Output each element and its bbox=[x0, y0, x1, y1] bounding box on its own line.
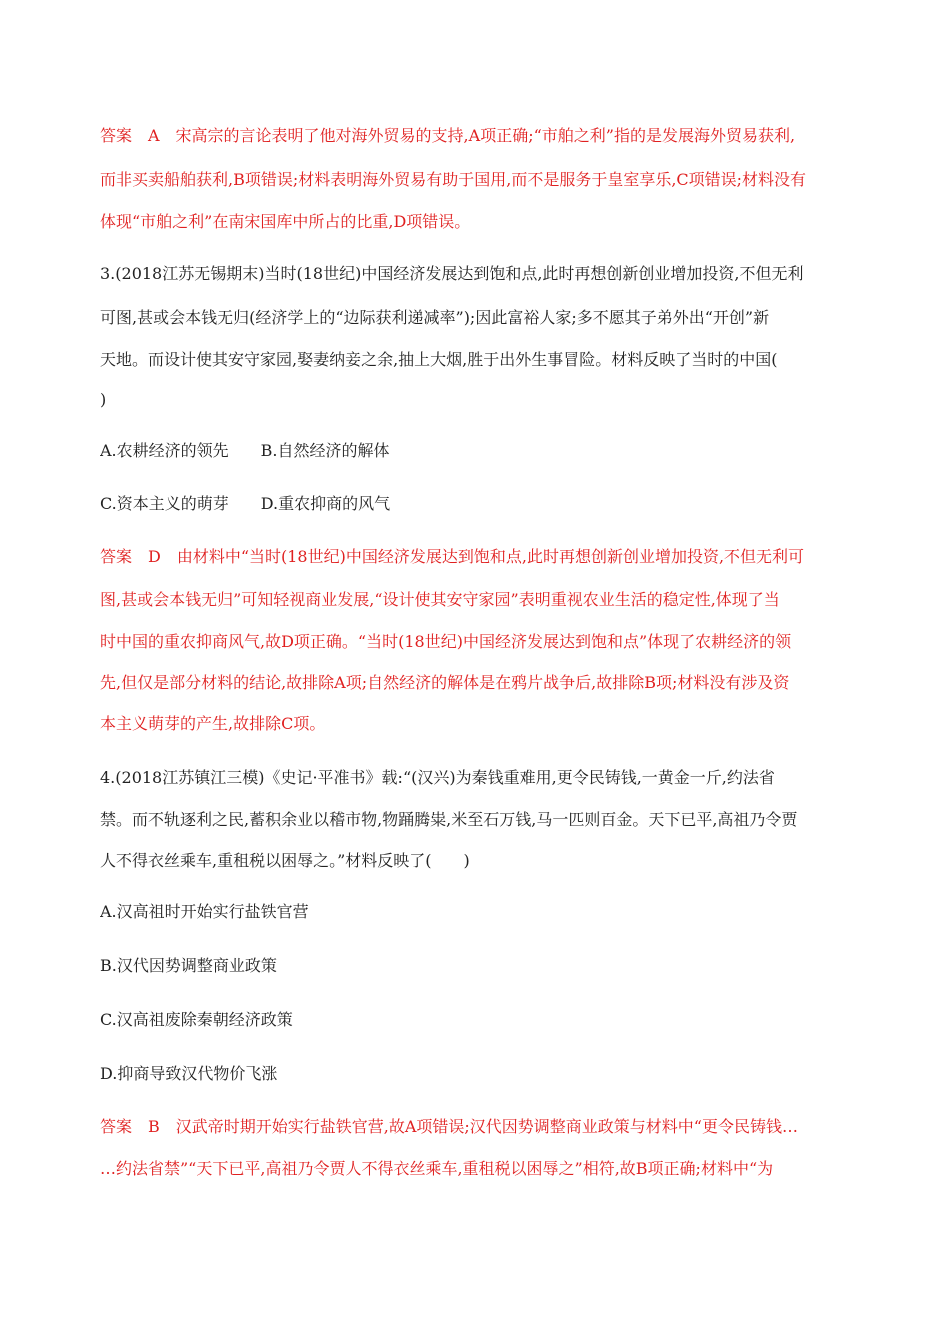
question-4-option-a: A.汉高祖时开始实行盐铁官营 bbox=[100, 902, 309, 921]
question-4-option-b: B.汉代因势调整商业政策 bbox=[100, 956, 277, 975]
answer-2-line-3: 体现“市舶之利”在南宋国库中所占的比重,D项错误。 bbox=[100, 212, 471, 231]
answer-3-line-2: 图,甚或会本钱无归”可知轻视商业发展,“设计使其安守家园”表明重视农业生活的稳定性,体现了当 bbox=[100, 590, 780, 609]
answer-2-line-1: 答案 A 宋高宗的言论表明了他对海外贸易的支持,A项正确;“市舶之利”指的是发展海外贸易获利, bbox=[100, 126, 796, 145]
answer-3-line-1: 答案 D 由材料中“当时(18世纪)中国经济发展达到饱和点,此时再想创新创业增加投资,不但无利可 bbox=[100, 547, 805, 566]
answer-3-line-4: 先,但仅是部分材料的结论,故排除A项;自然经济的解体是在鸦片战争后,故排除B项;材料没有涉及资 bbox=[100, 673, 790, 692]
answer-4-line-2: …约法省禁”“天下已平,高祖乃令贾人不得衣丝乘车,重租税以困辱之”相符,故B项正确;材料中“为 bbox=[100, 1159, 774, 1178]
answer-4-line-1: 答案 B 汉武帝时期开始实行盐铁官营,故A项错误;汉代因势调整商业政策与材料中“更令民铸钱… bbox=[100, 1117, 798, 1136]
answer-3-line-5: 本主义萌芽的产生,故排除C项。 bbox=[100, 714, 326, 733]
question-3-options-cd: C.资本主义的萌芽 D.重农抑商的风气 bbox=[100, 494, 391, 513]
question-3-options-ab: A.农耕经济的领先 B.自然经济的解体 bbox=[100, 441, 390, 460]
question-3-line-2: 可图,甚或会本钱无归(经济学上的“边际获利递减率”);因此富裕人家;多不愿其子弟外出“开创”新 bbox=[100, 308, 770, 327]
question-4-line-2: 禁。而不轨逐利之民,蓄积余业以稽市物,物踊腾粜,米至石万钱,马一匹则百金。天下已平,高祖乃令贾 bbox=[100, 810, 798, 829]
question-3-line-1: 3.(2018江苏无锡期末)当时(18世纪)中国经济发展达到饱和点,此时再想创新创业增加投资,不但无利 bbox=[100, 264, 804, 283]
question-4-line-1: 4.(2018江苏镇江三模)《史记·平准书》载:“(汉兴)为秦钱重难用,更令民铸钱,一黄金一斤,约法省 bbox=[100, 768, 775, 787]
question-4-option-c: C.汉高祖废除秦朝经济政策 bbox=[100, 1010, 293, 1029]
answer-2-line-2: 而非买卖船舶获利,B项错误;材料表明海外贸易有助于国用,而不是服务于皇室享乐,C项错误;材料没有 bbox=[100, 170, 807, 189]
question-3-line-4: ) bbox=[100, 390, 107, 409]
question-3-line-3: 天地。而设计使其安守家园,娶妻纳妾之余,抽上大烟,胜于出外生事冒险。材料反映了当时的中国( bbox=[100, 350, 778, 369]
question-4-line-3: 人不得衣丝乘车,重租税以困辱之。”材料反映了( ) bbox=[100, 851, 470, 870]
question-4-option-d: D.抑商导致汉代物价飞涨 bbox=[100, 1064, 278, 1083]
answer-3-line-3: 时中国的重农抑商风气,故D项正确。“当时(18世纪)中国经济发展达到饱和点”体现了农耕经济的领 bbox=[100, 632, 792, 651]
